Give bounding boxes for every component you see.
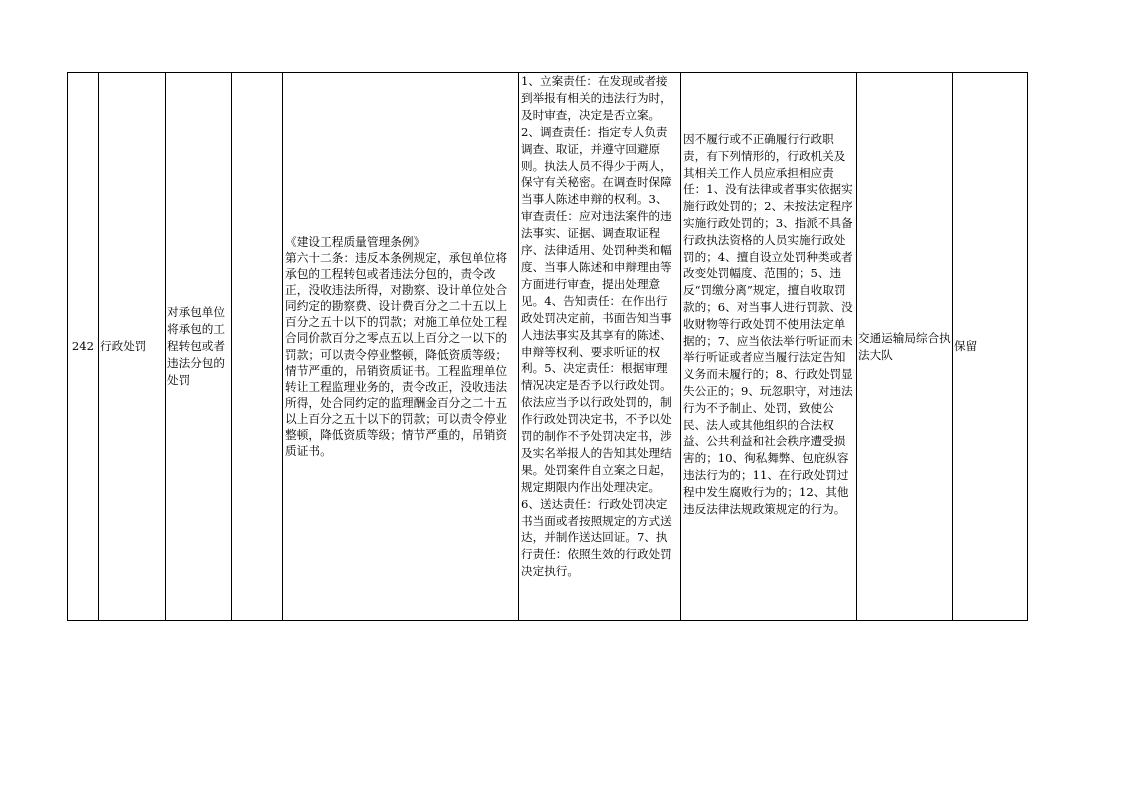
power-item-name: 对承包单位将承包的工程转包或者违法分包的处罚 (166, 73, 232, 621)
remark: 保留 (953, 73, 1028, 621)
responsibility-cell (519, 73, 681, 621)
row-number: 242 (68, 73, 99, 621)
implementing-body: 交通运输局综合执法大队 (857, 73, 953, 621)
legal-basis: 《建设工程质量管理条例》 第六十二条：违反本条例规定，承包单位将承包的工程转包或者违法分包的，责令改正，没收违法所得，对勘察、设计单位处合同约定的勘察费、设计费百分之二十五以上百分之五十以下的罚款；对施工单位处工程合同价款百分之零点五以上百分之一以下的罚款；可以责令停业整顿，降低资质等级；情节严重的，吊销资质证书。工程监理单位转让工程监理业务的，责令改正，没收违法所得，处合同约定的监理酬金百分之二十五以上百分之五十以下的罚款；可以责令停业整顿，降低资质等级；情节严重的，吊销资质证书。 (283, 73, 519, 621)
power-category: 行政处罚 (99, 73, 166, 621)
table-row (68, 73, 1028, 621)
power-list-table-container (67, 72, 1027, 620)
sub-item-cell (232, 73, 283, 621)
power-list-table (67, 72, 1028, 621)
liability-text: 因不履行或不正确履行行政职责，有下列情形的，行政机关及其相关工作人员应承担相应责任：1、没有法律或者事实依据实施行政处罚的；2、未按法定程序实施行政处罚的；3、指派不具备行政执法资格的人员实施行政处罚的；4、擅自设立处罚种类或者改变处罚幅度、范围的；5、违反“罚缴分离”规定，擅自收取罚款的；6、对当事人进行罚款、没收财物等行政处罚不使用法定单据的；7、应当依法举行听证而未举行听证或者应当履行法定告知义务而未履行的；8、行政处罚显失公正的；9、玩忽职守，对违法行为不予制止、处罚，致使公民、法人或其他组织的合法权益、公共利益和社会秩序遭受损害的；10、徇私舞弊、包庇纵容违法行为的；11、在行政处罚过程中发生腐败行为的；12、其他违反法律法规政策规定的行为。 (681, 73, 857, 621)
responsibility-text: 1、立案责任：在发现或者接到举报有相关的违法行为时，及时审查，决定是否立案。2、调查责任：指定专人负责调查、取证，并遵守回避原则。执法人员不得少于两人，保守有关秘密。在调查时保障当事人陈述申辩的权利。3、审查责任：应对违法案件的违法事实、证据、调查取证程序、法律适用、处罚种类和幅度、当事人陈述和申辩理由等方面进行审查，提出处理意见。4、告知责任：在作出行政处罚决定前，书面告知当事人违法事实及其享有的陈述、申辩等权利、要求听证的权利。5、决定责任：根据审理情况决定是否予以行政处罚。依法应当予以行政处罚的，制作行政处罚决定书，不予以处罚的制作不予处罚决定书，涉及实名举报人的告知其处理结果。处罚案件自立案之日起，规定期限内作出处理决定。 6、送达责任：行政处罚决定书当面或者按照规定的方式送达，并制作送达回证。7、执行责任：依照生效的行政处罚决定执行。 (521, 74, 672, 579)
